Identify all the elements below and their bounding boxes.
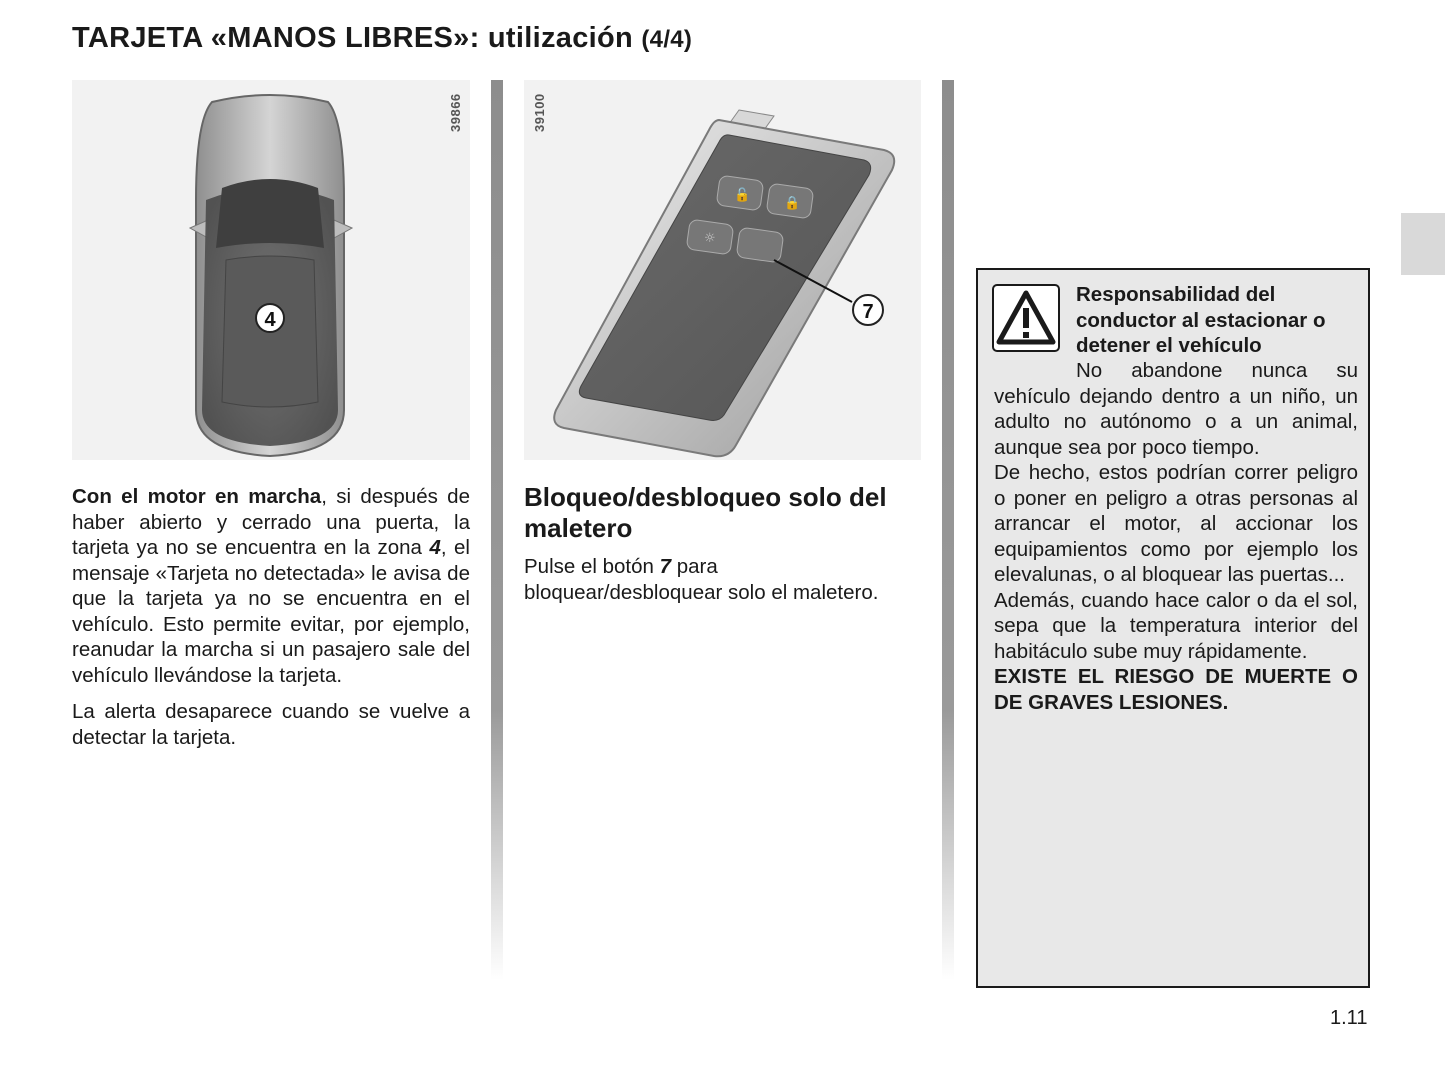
page-number: 1.11 [1330,1007,1368,1029]
paragraph [524,554,921,605]
warning-box [976,268,1370,988]
reference-number: 7 [659,555,672,578]
middle-column-text [524,482,921,616]
warning-paragraph: De hecho, estos podrían correr peligro o poner en peligro a otras personas al arrancar el motor, al accionar los equipamientos como por ejemplo los elevalunas, o al bloquear las puertas... [994,461,1358,586]
figure-number: 39100 [532,93,547,132]
svg-text:🔒: 🔒 [784,196,801,211]
text-span: para bloquear/desbloquear solo el maletero. [524,555,879,604]
callout-4-label: 4 [264,309,276,331]
car-top-view-figure [72,80,470,460]
paragraph [72,484,470,688]
text-span: Pulse el botón [524,555,660,578]
section-heading: Bloqueo/desbloqueo solo del maletero [524,482,887,543]
warning-title: Responsabilidad del conductor al estacionar o detener el vehículo [1076,283,1326,357]
svg-text:🔓: 🔓 [734,188,751,203]
callout-7-label: 7 [862,301,874,323]
car-top-view-illustration [72,80,470,460]
key-card-figure [524,80,921,460]
column-divider-left [491,80,503,980]
title-part: (4/4) [641,26,693,53]
page-title [72,22,692,55]
key-card-illustration [524,80,921,460]
warning-emphasis: EXISTE EL RIESGO DE MUERTE O DE GRAVES LESIONES. [994,665,1358,714]
paragraph: La alerta desaparece cuando se vuelve a detectar la tarjeta. [72,700,470,749]
text-span: , el mensaje «Tarjeta no detectada» le avisa de que la tarjeta ya no se encuentra en el vehículo. Esto permite evitar, por ejemplo, reanudar la marcha si un pasajero sale del vehículo llevándose la tarjeta. [72,536,470,687]
warning-paragraph: No abandone nunca su vehículo dejando dentro a un niño, un adulto no autónomo o a un animal, aunque sea por poco tiempo. [994,359,1358,459]
warning-text [994,358,1358,715]
warning-triangle-icon [992,284,1060,352]
title-main: TARJETA «MANOS LIBRES»: utilización [72,22,634,54]
bold-lead: Con el motor en marcha [72,485,322,508]
text-span: , si después de haber abierto y cerrado una puerta, la tarjeta ya no se encuentra en la zona [72,485,470,559]
section-tab [1401,213,1445,275]
left-column-text [72,484,470,761]
svg-text:☼: ☼ [704,231,716,246]
figure-number: 39866 [448,93,463,132]
reference-number: 4 [429,536,441,559]
warning-paragraph: Además, cuando hace calor o da el sol, sepa que la temperatura interior del habitáculo sube muy rápidamente. [994,588,1358,663]
column-divider-right [942,80,954,980]
